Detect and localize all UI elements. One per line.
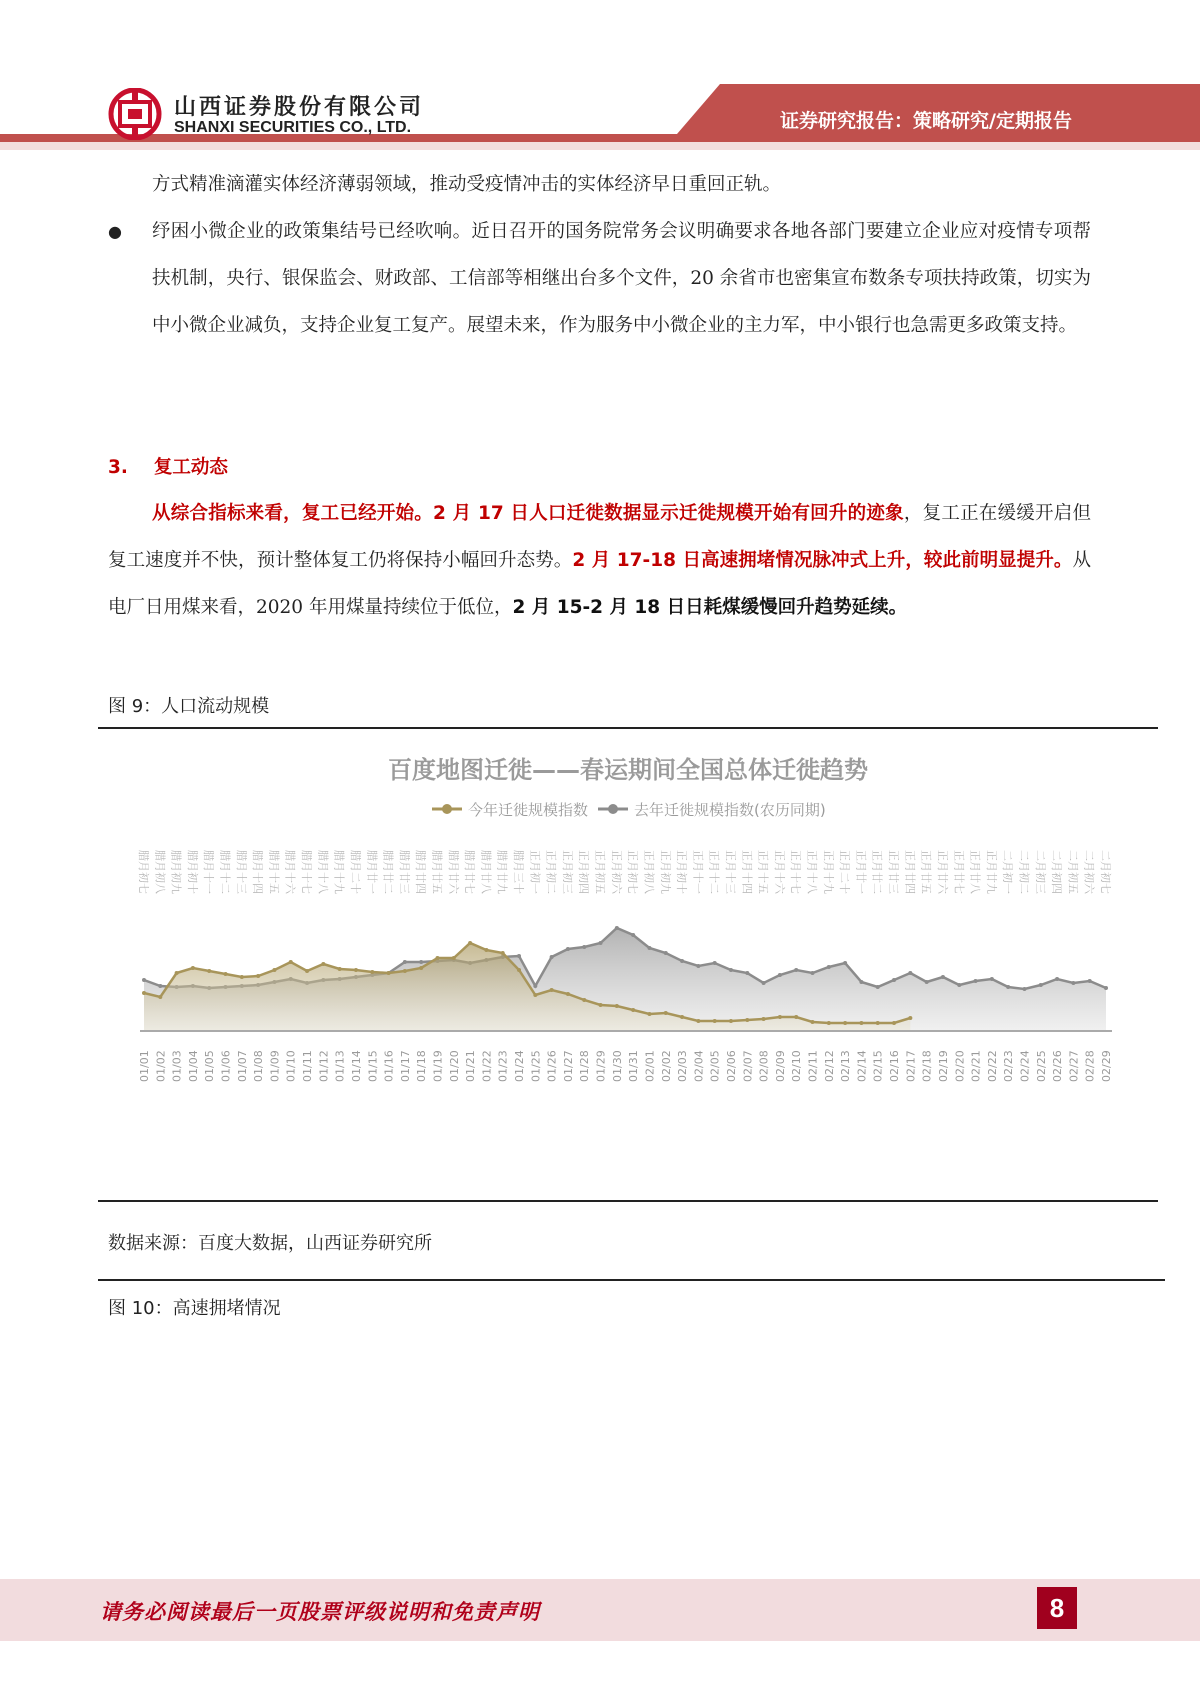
highlight-text: 从综合指标来看，复工已经开始。2 月 17 日人口迁徙数据显示迁徙规模开始有回升的迹象 [152,503,904,524]
data-point [289,960,293,964]
data-point [811,971,815,975]
data-point [615,1004,619,1008]
data-point [664,951,668,955]
data-point [256,974,260,978]
lunar-tick-label: 正月十三 [723,850,737,894]
chart-title: 百度地图迁徙——春运期间全国总体迁徙趋势 [388,756,868,784]
figure-caption: 图 10：高速拥堵情况 [108,1298,281,1319]
data-point [158,984,162,988]
lunar-tick-label: 腊月廿九 [495,850,509,894]
lunar-tick-label: 正月廿三 [887,850,901,894]
data-point [599,941,603,945]
paragraph: 方式精准滴灌实体经济薄弱领域，推动受疫情冲击的实体经济早日重回正轨。 [152,174,782,195]
divider [98,727,1158,729]
data-point [794,1015,798,1019]
lunar-tick-label: 二月初七 [1099,850,1112,894]
lunar-tick-label: 腊月廿四 [414,850,428,894]
x-tick-label: 01/15 [366,1050,380,1082]
lunar-tick-label: 腊月十七 [300,850,314,894]
lunar-tick-label: 正月廿九 [984,850,998,894]
data-point [990,977,994,981]
body-text: ，复工正在缓缓开启但复工速度并不快，预计整体复工仍将保持小幅回升态势。 [108,503,1091,571]
x-tick-label: 01/10 [284,1050,298,1082]
data-point [631,933,635,937]
data-point [566,947,570,951]
x-tick-label: 02/21 [969,1050,983,1082]
x-tick-label: 01/21 [464,1050,478,1082]
data-point [354,968,358,972]
data-point [615,926,619,930]
lunar-tick-label: 腊月初八 [153,850,167,894]
data-point [272,968,276,972]
lunar-tick-label: 腊月廿三 [397,850,411,894]
x-tick-label: 02/12 [822,1050,836,1082]
x-tick-label: 02/15 [871,1050,885,1082]
data-point [550,988,554,992]
data-point [811,1020,815,1024]
data-point [387,971,391,975]
data-point [582,998,586,1002]
data-point [419,966,423,970]
x-tick-label: 02/13 [839,1050,853,1082]
lunar-tick-label: 腊月廿六 [446,850,460,894]
x-tick-label: 01/27 [561,1050,575,1082]
x-tick-label: 02/07 [741,1050,755,1082]
company-name-cn: 山西证券股份有限公司 [174,95,425,120]
data-point [908,1016,912,1020]
x-tick-label: 02/14 [855,1050,869,1082]
lunar-tick-label: 正月二十 [838,850,852,894]
data-point [762,1017,766,1021]
data-point [566,992,570,996]
data-point [142,991,146,995]
data-point [1071,981,1075,985]
lunar-tick-label: 腊月十一 [202,850,216,894]
lunar-tick-label: 腊月初九 [169,850,183,894]
lunar-tick-label: 腊月廿七 [463,850,477,894]
data-point [974,979,978,983]
x-tick-label: 02/22 [985,1050,999,1082]
x-tick-label: 02/25 [1034,1050,1048,1082]
x-tick-label: 01/13 [333,1050,347,1082]
lunar-tick-label: 正月廿七 [952,850,966,894]
data-point [892,978,896,982]
x-tick-label: 01/05 [203,1050,217,1082]
data-point [1022,987,1026,991]
x-tick-label: 01/31 [627,1050,641,1082]
lunar-tick-label: 正月十四 [740,850,754,894]
lunar-tick-label: 正月初五 [593,850,607,894]
lunar-tick-label: 正月初四 [577,850,591,894]
x-tick-label: 02/04 [692,1050,706,1082]
lunar-tick-label: 正月廿四 [903,850,917,894]
data-point [631,1008,635,1012]
migration-chart [98,740,1158,1100]
lunar-tick-label: 腊月十二 [218,850,232,894]
lunar-tick-label: 腊月廿八 [479,850,493,894]
data-point [745,971,749,975]
lunar-tick-label: 二月初一 [1001,850,1015,894]
data-point [713,1019,717,1023]
lunar-tick-label: 正月初三 [560,850,574,894]
data-point [240,975,244,979]
data-point [158,995,162,999]
data-point [778,973,782,977]
x-tick-label: 01/18 [415,1050,429,1082]
data-point [1088,979,1092,983]
x-tick-label: 01/16 [382,1050,396,1082]
x-tick-label: 02/09 [773,1050,787,1082]
x-tick-label: 02/20 [953,1050,967,1082]
x-tick-label: 02/08 [757,1050,771,1082]
data-point [224,972,228,976]
x-tick-label: 01/28 [578,1050,592,1082]
data-point [550,955,554,959]
lunar-tick-label: 正月廿二 [870,850,884,894]
x-tick-label: 01/24 [513,1050,527,1082]
x-tick-label: 01/22 [480,1050,494,1082]
data-point [859,1021,863,1025]
x-tick-label: 01/01 [138,1050,151,1082]
legend-label: 去年迁徙规模指数(农历同期) [634,801,826,819]
data-point [452,956,456,960]
lunar-tick-label: 正月十二 [707,850,721,894]
legend [432,801,826,819]
data-point [859,980,863,984]
lunar-tick-label: 正月十五 [756,850,770,894]
report-type: 证券研究报告：策略研究/定期报告 [780,110,1072,132]
lunar-tick-label: 正月初九 [658,850,672,894]
lunar-tick-label: 正月廿八 [968,850,982,894]
lunar-tick-label: 正月廿一 [854,850,868,894]
x-tick-label: 02/02 [659,1050,673,1082]
lunar-tick-label: 腊月十四 [251,850,265,894]
lunar-tick-label: 正月十九 [821,850,835,894]
data-point [484,948,488,952]
x-tick-label: 01/20 [447,1050,461,1082]
data-point [403,969,407,973]
highlight-text: 2 月 17-18 日高速拥堵情况脉冲式上升，较此前明显提升。 [572,550,1073,571]
legend-marker [442,804,452,814]
data-point [517,954,521,958]
data-point [647,946,651,950]
lunar-tick-label: 腊月廿一 [365,850,379,894]
data-point [582,945,586,949]
data-point [142,978,146,982]
data-point [207,969,211,973]
lunar-tick-label: 正月十七 [789,850,803,894]
data-point [403,960,407,964]
x-tick-label: 02/29 [1100,1050,1113,1082]
figure-caption: 图 9：人口流动规模 [108,696,270,717]
data-point [925,980,929,984]
data-point [843,961,847,965]
x-tick-label: 01/26 [545,1050,559,1082]
section-heading [108,444,228,491]
lunar-tick-label: 正月初八 [642,850,656,894]
data-point [957,983,961,987]
data-point [1006,985,1010,989]
data-point [729,968,733,972]
data-point [762,981,766,985]
x-tick-label: 02/27 [1067,1050,1081,1082]
bold-text: 2 月 15-2 月 18 日日耗煤缓慢回升趋势延续。 [512,597,908,618]
data-point [175,971,179,975]
x-tick-label: 02/23 [1002,1050,1016,1082]
data-point [647,1012,651,1016]
data-point [843,1021,847,1025]
data-point [794,968,798,972]
data-point [729,1019,733,1023]
disclaimer-text: 请务必阅读最后一页股票评级说明和免责声明 [100,1599,540,1624]
x-tick-label: 02/26 [1051,1050,1065,1082]
data-point [419,960,423,964]
data-point [827,965,831,969]
x-tick-label: 01/09 [268,1050,282,1082]
lunar-tick-label: 二月初二 [1017,850,1031,894]
data-point [696,964,700,968]
x-tick-label: 01/11 [301,1050,315,1082]
lunar-tick-label: 二月初五 [1066,850,1080,894]
lunar-tick-label: 正月十六 [772,850,786,894]
lunar-tick-label: 腊月廿二 [381,850,395,894]
x-tick-label: 01/03 [170,1050,184,1082]
data-point [191,966,195,970]
data-point [827,1021,831,1025]
data-point [941,975,945,979]
data-point [533,993,537,997]
body-text: 从电厂日用煤来看，2020 年用煤量持续位于低位， [108,550,1091,618]
x-tick-label: 02/18 [920,1050,934,1082]
paragraph [108,490,1091,631]
x-tick-label: 01/07 [235,1050,249,1082]
x-tick-label: 02/16 [888,1050,902,1082]
lunar-tick-label: 腊月初七 [137,850,150,894]
lunar-tick-label: 正月廿五 [919,850,933,894]
source-note: 数据来源：百度大数据，山西证券研究所 [108,1233,432,1254]
x-tick-label: 01/08 [252,1050,266,1082]
data-point [370,970,374,974]
x-tick-label: 01/29 [594,1050,608,1082]
x-tick-label: 02/28 [1083,1050,1097,1082]
x-tick-label: 02/10 [790,1050,804,1082]
data-point [1039,983,1043,987]
lunar-tick-label: 腊月十五 [267,850,281,894]
x-tick-label: 02/19 [936,1050,950,1082]
lunar-tick-label: 正月十八 [805,850,819,894]
data-point [664,1011,668,1015]
lunar-tick-label: 二月初六 [1082,850,1096,894]
x-tick-label: 01/23 [496,1050,510,1082]
legend-label: 今年迁徙规模指数 [468,801,589,819]
x-tick-label: 01/25 [529,1050,543,1082]
data-point [745,1018,749,1022]
x-tick-label: 02/05 [708,1050,722,1082]
x-tick-label: 01/17 [398,1050,412,1082]
data-point [517,968,521,972]
data-point [338,967,342,971]
x-tick-label: 02/03 [676,1050,690,1082]
x-tick-label: 01/30 [610,1050,624,1082]
data-point [876,985,880,989]
page-number: 8 [1037,1587,1077,1629]
lunar-tick-label: 二月初四 [1050,850,1064,894]
data-point [468,941,472,945]
data-point [713,961,717,965]
lunar-tick-label: 正月廿六 [935,850,949,894]
lunar-tick-label: 腊月三十 [512,850,526,894]
x-tick-label: 01/14 [349,1050,363,1082]
x-tick-label: 01/06 [219,1050,233,1082]
lunar-tick-label: 腊月十三 [234,850,248,894]
lunar-tick-label: 正月十一 [691,850,705,894]
x-tick-label: 02/06 [724,1050,738,1082]
data-point [501,951,505,955]
divider [98,1279,1165,1281]
data-point [908,971,912,975]
divider [98,1200,1158,1202]
lunar-tick-label: 腊月廿五 [430,850,444,894]
lunar-tick-label: 正月初七 [626,850,640,894]
data-point [321,962,325,966]
data-point [533,984,537,988]
lunar-tick-label: 腊月十九 [332,850,346,894]
data-point [1055,977,1059,981]
lunar-tick-label: 腊月初十 [185,850,199,894]
legend-marker [608,804,618,814]
data-point [680,1015,684,1019]
data-point [680,959,684,963]
data-point [435,956,439,960]
lunar-tick-label: 正月初一 [528,850,542,894]
x-tick-label: 01/12 [317,1050,331,1082]
lunar-tick-label: 腊月二十 [348,850,362,894]
data-point [778,1015,782,1019]
x-tick-label: 02/11 [806,1050,820,1082]
lunar-tick-label: 正月初六 [609,850,623,894]
data-point [305,969,309,973]
x-tick-label: 02/24 [1018,1050,1032,1082]
data-point [696,1019,700,1023]
data-point [599,1003,603,1007]
x-tick-label: 02/17 [904,1050,918,1082]
lunar-tick-label: 正月初十 [675,850,689,894]
x-tick-label: 01/04 [186,1050,200,1082]
lunar-tick-label: 二月初三 [1033,850,1047,894]
section-title: 复工动态 [153,457,228,478]
x-tick-label: 01/19 [431,1050,445,1082]
data-point [876,1021,880,1025]
data-point [1104,986,1108,990]
section-number: 3. [108,457,128,478]
data-point [892,1021,896,1025]
company-logo [108,88,162,140]
paragraph: 纾困小微企业的政策集结号已经吹响。近日召开的国务院常务会议明确要求各地各部门要建立企业应对疫情专项帮扶机制，央行、银保监会、财政部、工信部等相继出台多个文件，20 余省市也密集宣布数条专项扶持政策，切实为中小微企业减负，支持企业复工复产。展望未来，作为服务中小微企业的主力军，中小银行也急需更多政策支持。 [152,221,1091,336]
lunar-tick-label: 正月初二 [544,850,558,894]
x-tick-label: 02/01 [643,1050,657,1082]
x-tick-label: 01/02 [154,1050,168,1082]
company-name-en: SHANXI SECURITIES CO., LTD. [174,119,412,136]
lunar-tick-label: 腊月十六 [283,850,297,894]
bullet-icon: ● [108,222,122,241]
lunar-tick-label: 腊月十八 [316,850,330,894]
